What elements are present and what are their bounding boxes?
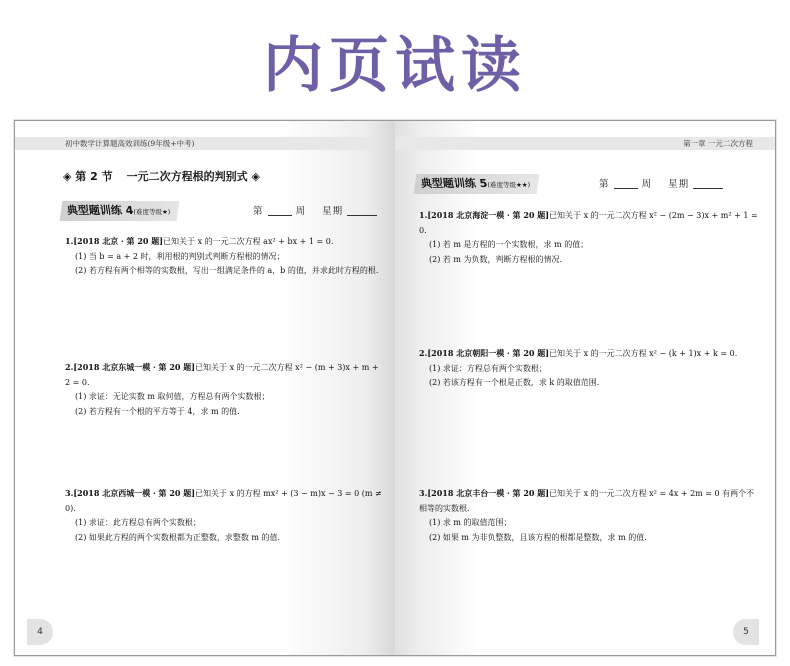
problem-source: [2018 北京海淀一模 · 第 20 题]	[427, 210, 550, 220]
problem-number: 1.	[419, 210, 428, 220]
problem-part: (1) 求 m 的取值范围；	[429, 518, 512, 527]
problem-item	[419, 208, 759, 267]
problem-part: (2) 若方程有两个相等的实数根，写出一组满足条件的 a，b 的值，并求此时方程的根.	[75, 266, 379, 275]
problem-part: (1) 当 b = a + 2 时，利用根的判别式判断方程根的情况；	[75, 251, 285, 261]
week-line	[253, 203, 381, 217]
training-tag-label: 典型题训练 5	[419, 177, 489, 190]
week-ordinal-prefix: 第	[599, 179, 610, 190]
problem-item	[65, 360, 383, 419]
training-tag-4	[60, 201, 180, 221]
problem-item	[419, 486, 759, 545]
problem-part: (1) 求证：无论实数 m 取何值，方程总有两个实数根；	[75, 392, 270, 401]
problem-part: (1) 求证：此方程总有两个实数根；	[75, 518, 201, 527]
left-running-header: 初中数学计算题高效训练(9年级+中考)	[15, 137, 375, 150]
problem-number: 3.	[419, 488, 428, 498]
section-number: ◈ 第 2 节	[63, 170, 113, 183]
training-tag-5	[414, 174, 540, 194]
weekday-label: 星期	[322, 206, 344, 217]
right-running-header: 第一章 一元二次方程	[395, 137, 775, 150]
page-number: 5	[733, 619, 759, 645]
problem-item	[419, 346, 759, 391]
week-label: 周	[295, 206, 307, 217]
problem-part: (2) 如果 m 为非负整数，且该方程的根都是整数，求 m 的值.	[429, 532, 647, 542]
problem-source: [2018 北京朝阳一模 · 第 20 题]	[427, 348, 550, 358]
problem-part: (2) 如果此方程的两个实数根都为正整数，求整数 m 的值.	[75, 532, 281, 542]
weekday-blank	[347, 205, 377, 216]
problem-source: [2018 北京西城一模 · 第 20 题]	[73, 488, 196, 498]
week-ordinal-prefix: 第	[253, 206, 264, 217]
problem-number: 2.	[65, 362, 74, 372]
section-name: 一元二次方程根的判别式 ◈	[126, 170, 260, 183]
problem-stem: 已知关于 x 的方程 mx² + (3 − m)x − 3 = 0 (m ≠ 0).	[65, 489, 382, 513]
problem-part: (2) 若该方程有一个根是正数，求 k 的取值范围.	[429, 378, 600, 387]
problem-stem: 已知关于 x 的一元二次方程 x² − (m + 3)x + m + 2 = 0.	[65, 363, 379, 387]
problem-part: (1) 求证：方程总有两个实数根；	[429, 363, 547, 373]
banner-title: 内页试读	[263, 31, 527, 101]
right-page	[395, 121, 775, 655]
problem-number: 1.	[65, 236, 74, 246]
problem-source: [2018 北京 · 第 20 题]	[73, 236, 164, 246]
training-tag-label: 典型题训练 4	[65, 204, 135, 217]
problem-stem: 已知关于 x 的一元二次方程 x² = 4x + 2m = 0 有两个不相等的实数根.	[419, 489, 755, 513]
week-line	[599, 176, 727, 190]
open-book	[14, 120, 776, 656]
problem-stem: 已知关于 x 的一元二次方程 ax² + bx + 1 = 0.	[163, 237, 334, 246]
problem-stem: 已知关于 x 的一元二次方程 x² − (2m − 3)x + m² + 1 = 0.	[419, 211, 758, 235]
problem-item	[65, 486, 383, 545]
problem-number: 2.	[419, 348, 428, 358]
week-blank	[268, 205, 292, 216]
difficulty-level: (难度等级★)	[133, 208, 171, 216]
problem-source: [2018 北京丰台一模 · 第 20 题]	[427, 488, 550, 498]
problem-number: 3.	[65, 488, 74, 498]
weekday-blank	[693, 178, 723, 189]
problem-item	[65, 234, 383, 279]
problem-stem: 已知关于 x 的一元二次方程 x² − (k + 1)x + k = 0.	[549, 349, 738, 358]
week-blank	[614, 178, 638, 189]
problem-part: (1) 若 m 是方程的一个实数根，求 m 的值；	[429, 240, 589, 249]
left-page	[15, 121, 395, 655]
section-title	[63, 168, 260, 184]
week-label: 周	[641, 179, 653, 190]
problem-source: [2018 北京东城一模 · 第 20 题]	[73, 362, 196, 372]
page-number: 4	[27, 619, 53, 645]
problem-part: (2) 若方程有一个根的平方等于 4，求 m 的值.	[75, 406, 240, 416]
difficulty-level: (难度等级★★)	[487, 181, 531, 189]
weekday-label: 星期	[668, 179, 690, 190]
problem-part: (2) 若 m 为负数，判断方程根的情况.	[429, 254, 563, 264]
